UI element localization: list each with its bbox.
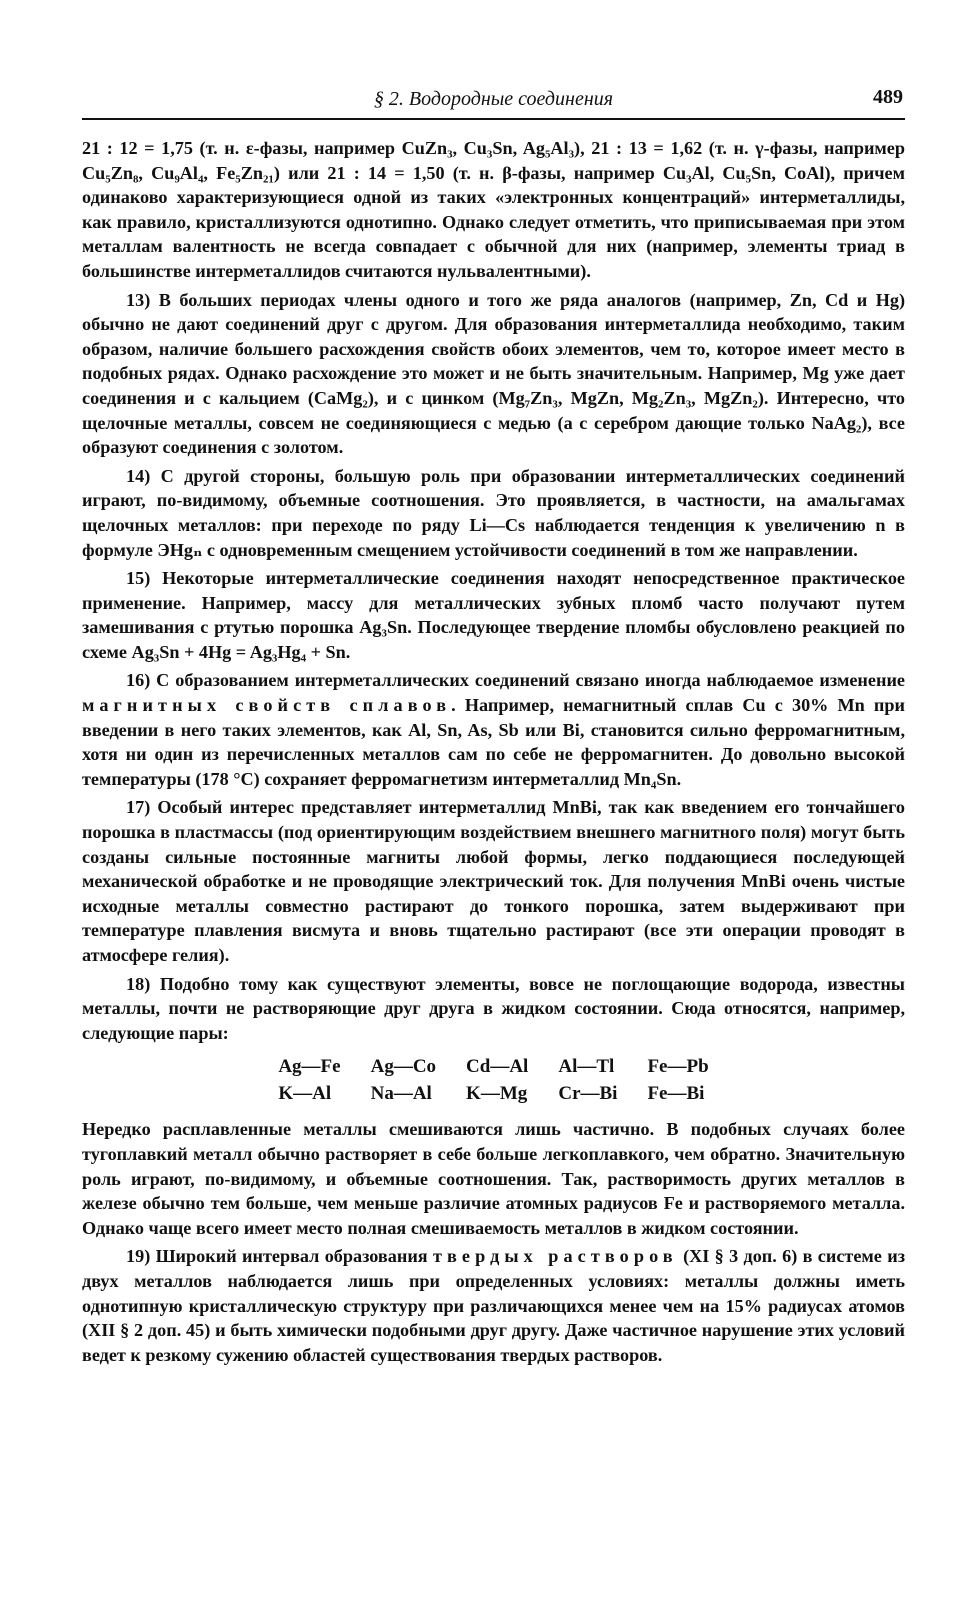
metal-pairs-table [82, 1053, 905, 1107]
metal-pair: Na—Al [370, 1083, 432, 1105]
paragraph-16-text-b: . Например, немагнитный сплав Cu с 30% Mn при введении в него таких элементов, как Al, Sn, As, Sb или Bi, становится сильно ферромагнитным, хотя ни один из перечисленных металлов сам по себе не ферромагнитен. До довольно высокой температуры (178 °С) сохраняет ферромагнетизм интерметаллид Mn₄Sn. [82, 695, 905, 789]
metal-pair: Fe—Pb [647, 1056, 709, 1078]
paragraph-18: 18) Подобно тому как существуют элементы, вовсе не поглощающие водорода, известны металлы, почти не растворяющие друг друга в жидком состоянии. Сюда относятся, например, следующие пары: [82, 973, 905, 1043]
paragraph-16 [82, 668, 905, 791]
paragraph-14: 14) С другой стороны, большую роль при образовании интерметаллических соединений играют, по-видимому, объемные соотношения. Это проявляется, в частности, на амальгамах щелочных металлов: при переходе по ряду Li—Cs наблюдается тенденция к увеличению n в формуле ЭHgₙ с одновременным смещением устойчивости соединений в том же направлении. [82, 465, 905, 560]
page-header [82, 84, 905, 120]
page-number: 489 [873, 86, 903, 108]
paragraph-continuation: 21 : 12 = 1,75 (т. н. ε-фазы, например CuZn₃, Cu₃Sn, Ag₅Al₃), 21 : 13 = 1,62 (т. н. γ-фазы, например Cu₅Zn₈, Cu₉Al₄, Fe₅Zn₂₁) или 21 : 14 = 1,50 (т. н. β-фазы, например Cu₃Al, Cu₅Sn, CoAl), причем одинаково характеризующиеся одной из таких «электронных концентраций» интерметаллиды, как правило, кристаллизуются однотипно. Однако следует отметить, что приписываемая при этом металлам валентность не всегда совпадает с обычной для них (например, элементы триад в большинстве интерметаллидов считаются нульвалентными). [82, 138, 905, 281]
body-text [82, 136, 905, 1371]
metal-pair: Cr—Bi [558, 1083, 618, 1105]
paragraph-19-text-b: (XI § 3 доп. 6) в системе из двух металлов наблюдается лишь при определенных условиях: металлы должны иметь однотипную кристаллическую структуру при различающихся менее чем на 15% радиусах атомов (XII § 2 доп. 45) и быть химически подобными друг другу. Даже частичное нарушение этих условий ведет к резкому сужению областей существования твердых растворов. [82, 1246, 905, 1365]
metal-pair: K—Al [278, 1083, 332, 1105]
metal-pair: Ag—Co [370, 1056, 437, 1078]
spaced-term-magnetic-properties: магнитных свойств сплавов [82, 695, 452, 716]
paragraph-19-text-a: 19) Широкий интервал образования [126, 1246, 433, 1267]
metal-pair: Al—Tl [558, 1056, 615, 1078]
paragraph-16-text-a: 16) С образованием интерметаллических соединений связано иногда наблюдаемое изменение [126, 670, 905, 691]
paragraph-18-continued: Нередко расплавленные металлы смешиваются лишь частично. В подобных случаях более тугоплавкий металл обычно растворяет в себе больше легкоплавкого, чем обратно. Значительную роль играют, по-видимому, и объемные соотношения. Так, растворимость других металлов в железе обычно тем больше, чем меньше различие атомных радиусов Fe и растворяемого металла. Однако чаще всего имеет место полная смешиваемость металлов в жидком состоянии. [82, 1119, 905, 1238]
paragraph-17: 17) Особый интерес представляет интерметаллид MnBi, так как введением его тончайшего порошка в пластмассы (под ориентирующим воздействием внешнего магнитного поля) могут быть созданы сильные постоянные магниты любой формы, легко поддающиеся последующей механической обработке и не проводящие электрический ток. Для получения MnBi очень чистые исходные металлы совместно растирают до тонкого порошка, затем выдерживают при температуре плавления висмута и вновь тщательно растирают (все эти операции проводят в атмосфере гелия). [82, 797, 905, 965]
running-head: § 2. Водородные соединения [373, 88, 614, 110]
paragraph-15: 15) Некоторые интерметаллические соединения находят непосредственное практическое применение. Например, массу для металлических зубных пломб часто получают путем замешивания с ртутью порошка Ag₃Sn. Последующее твердение пломбы обусловлено реакцией по схеме Ag₃Sn + 4Hg = Ag₃Hg₄ + Sn. [82, 568, 905, 662]
metal-pair: Cd—Al [466, 1056, 529, 1078]
metal-pair: Fe—Bi [647, 1083, 705, 1105]
metal-pair: Ag—Fe [278, 1056, 341, 1078]
paragraph-13: 13) В больших периодах члены одного и того же ряда аналогов (например, Zn, Cd и Hg) обычно не дают соединений друг с другом. Для образования интерметаллида необходимо, таким образом, наличие большего расхождения свойств обоих элементов, чем то, которое имеет место в подобных рядах. Однако расхождение это может и не быть значительным. Например, Mg уже дает соединения и с кальцием (CaMg₂), и с цинком (Mg₇Zn₃, MgZn, Mg₂Zn₃, MgZn₂). Интересно, что щелочные металлы, совсем не соединяющиеся с медью (а с серебром дающие только NaAg₂), все образуют соединения с золотом. [82, 289, 905, 458]
paragraph-19 [82, 1244, 905, 1367]
spaced-term-solid-solutions: твердых растворов [432, 1246, 678, 1267]
metal-pair: K—Mg [466, 1083, 528, 1105]
